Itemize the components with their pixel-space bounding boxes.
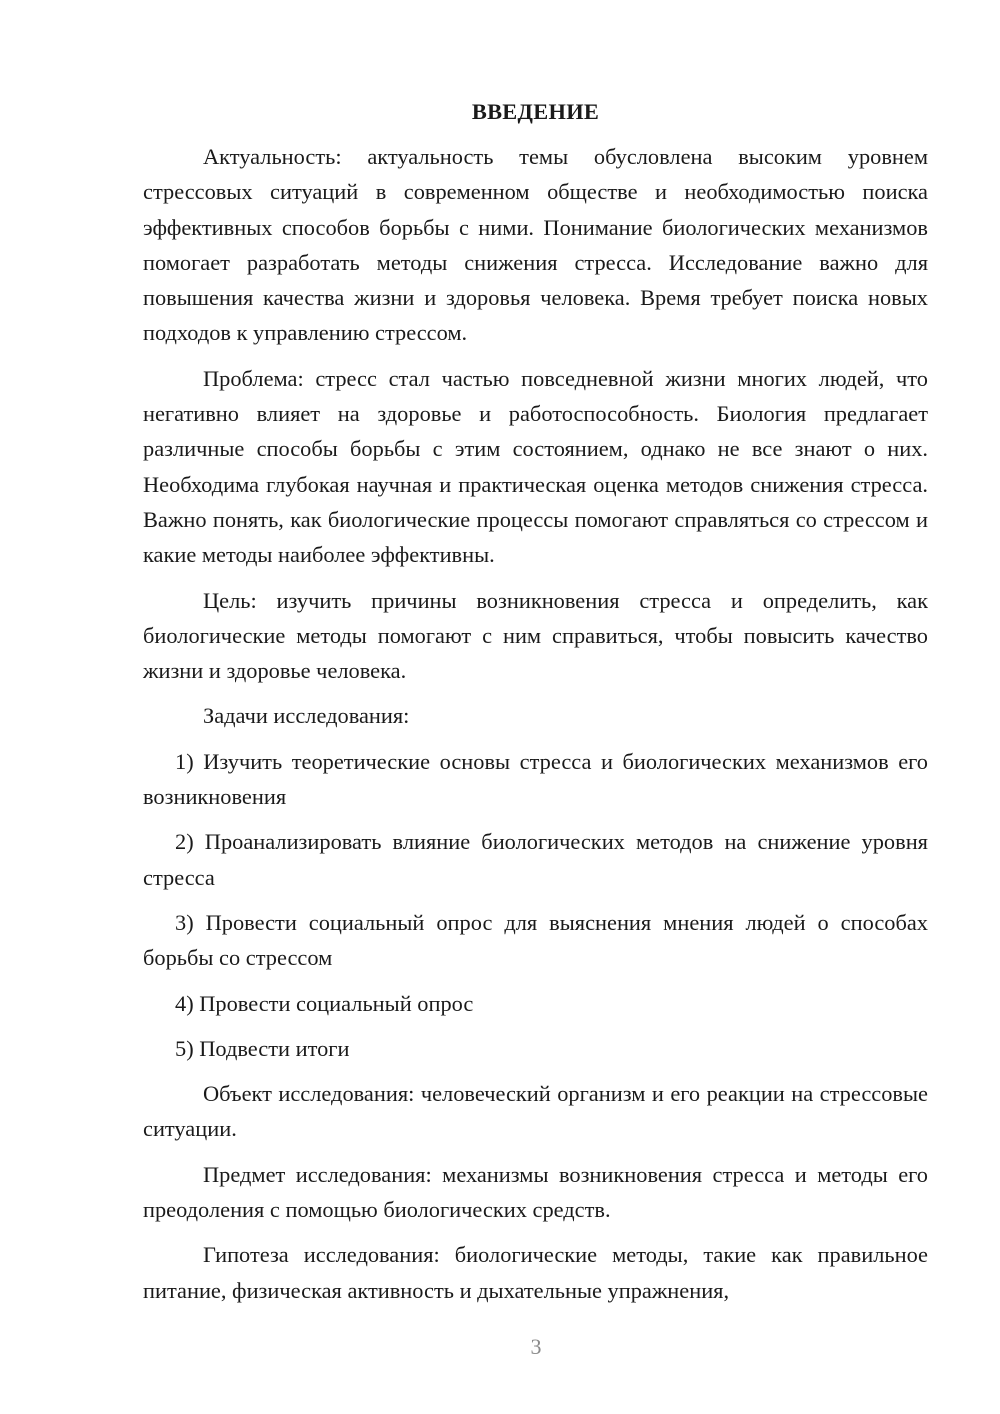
subject-paragraph: Предмет исследования: механизмы возникновения стресса и методы его преодоления с помощью биологических средств. <box>143 1161 928 1223</box>
page-number: 3 <box>530 1334 542 1359</box>
tasks-title: Задачи исследования: <box>203 703 410 729</box>
task-item: 4) Провести социальный опрос <box>175 990 474 1016</box>
task-item: 2) Проанализировать влияние биологических методов на снижение уровня стресса <box>143 829 928 890</box>
relevance-paragraph: Актуальность: актуальность темы обусловлена высоким уровнем стрессовых ситуаций в современном обществе и необходимостью поиска эффективных способов борьбы с ними. Понимание биологических механизмов помогает разработать методы снижения стресса. Исследование важно для повышения качества жизни и здоровья человека. Время требует поиска новых подходов к управлению стрессом. <box>143 144 928 346</box>
section-heading: ВВЕДЕНИЕ <box>471 99 600 124</box>
goal-paragraph: Цель: изучить причины возникновения стресса и определить, как биологические методы помогают с ним справиться, чтобы повысить качество жизни и здоровье человека. <box>143 587 928 684</box>
hypothesis-paragraph: Гипотеза исследования: биологические методы, такие как правильное питание, физическая активность и дыхательные упражнения, <box>143 1242 928 1303</box>
object-paragraph: Объект исследования: человеческий организм и его реакции на стрессовые ситуации. <box>143 1081 928 1142</box>
task-item: 1) Изучить теоретические основы стресса и биологических механизмов его возникновения <box>143 748 928 810</box>
problem-paragraph: Проблема: стресс стал частью повседневной жизни многих людей, что негативно влияет на здоровье и работоспособность. Биология предлагает различные способы борьбы с этим состоянием, однако не все знают о них. Необходима глубокая научная и практическая оценка методов снижения стресса. Важно понять, как биологические процессы помогают справляться со стрессом и какие методы наиболее эффективны. <box>143 365 928 568</box>
task-item: 3) Провести социальный опрос для выяснения мнения людей о способах борьбы со стрессом <box>143 909 928 971</box>
document-body <box>143 94 928 1318</box>
task-item: 5) Подвести итоги <box>175 1035 350 1061</box>
